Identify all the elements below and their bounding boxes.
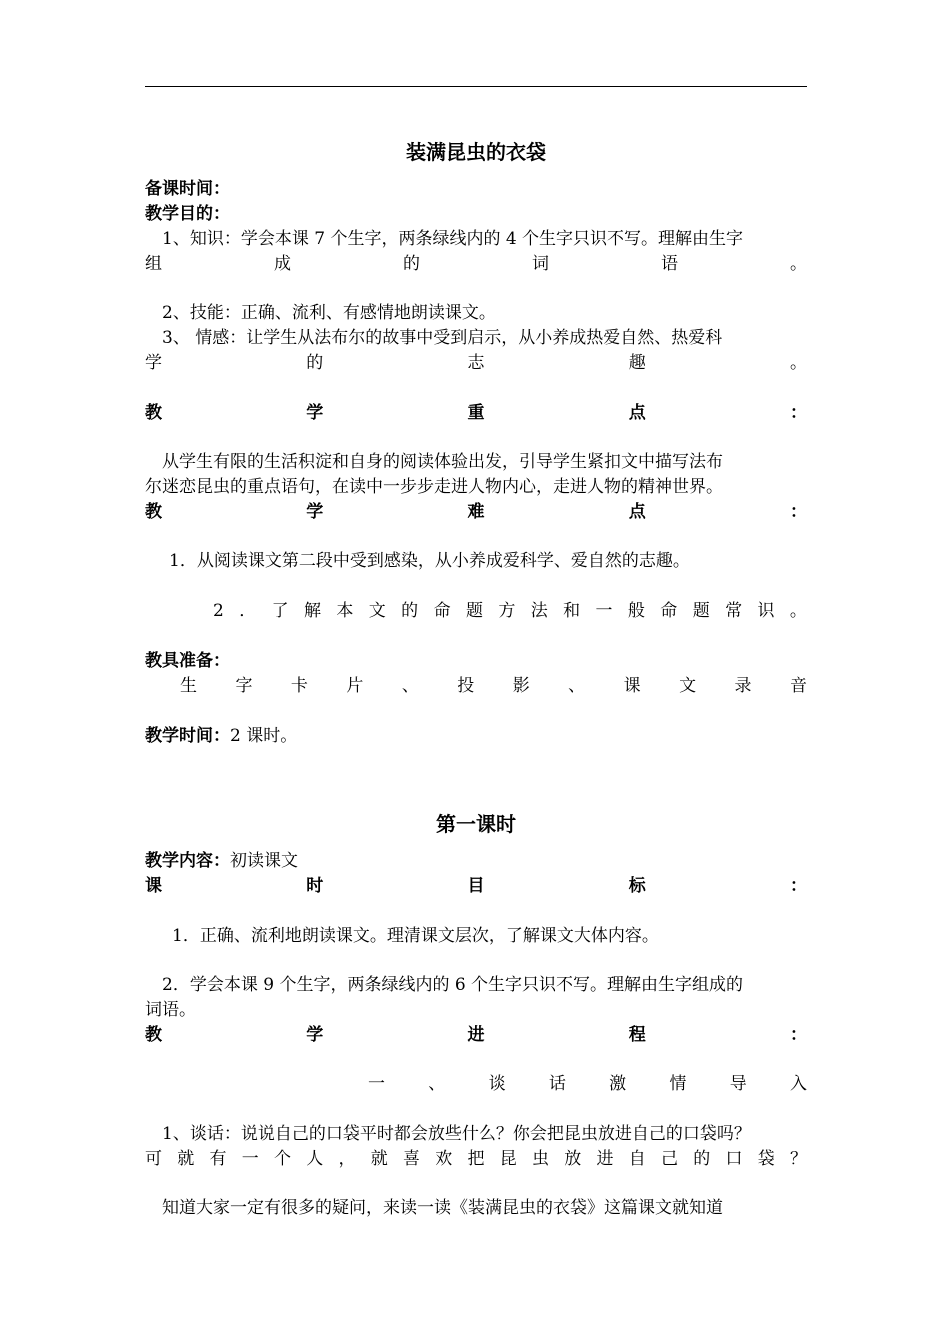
char: 就 (370, 1149, 388, 1169)
difficult-points-label (145, 500, 807, 524)
char: 字 (235, 676, 253, 696)
char: 人 (306, 1149, 324, 1169)
char: 时 (306, 876, 324, 896)
char: 。 (789, 601, 807, 621)
char: 口 (725, 1149, 743, 1169)
char: 本 (336, 601, 354, 621)
tools-list (180, 674, 807, 698)
tools-label: 教具准备： (145, 651, 230, 671)
char: 进 (467, 1025, 485, 1045)
prep-time-label: 备课时间： (145, 179, 230, 199)
char: ， (338, 1149, 356, 1169)
objective-3-line-b (145, 351, 807, 375)
char: 学 (145, 353, 162, 373)
talk-line-b (145, 1147, 807, 1171)
char: 欢 (435, 1149, 453, 1169)
talk-line-a: 1、谈话：说说自己的口袋平时都会放些什么？你会把昆虫放进自己的口袋吗？ (162, 1124, 751, 1144)
char: 话 (548, 1074, 566, 1094)
char: 教 (145, 403, 162, 423)
char: 己 (661, 1149, 678, 1169)
char: 喜 (403, 1149, 420, 1169)
char: 教 (145, 1025, 162, 1045)
char: 谈 (488, 1074, 506, 1094)
char: 解 (304, 601, 321, 621)
char: 。 (790, 254, 807, 274)
teaching-time-label: 教学时间： (145, 726, 230, 746)
lesson-goal-1: 1．正确、流利地朗读课文。理清课文层次，了解课文大体内容。 (172, 926, 659, 946)
char: 个 (274, 1149, 291, 1169)
lesson-goal-2-line-b: 词语。 (145, 1000, 196, 1020)
char: 学 (306, 502, 324, 522)
char: 导 (729, 1074, 747, 1094)
char: 语 (661, 254, 678, 274)
header-rule (145, 86, 807, 87)
char: 、 (568, 676, 586, 696)
char: 常 (725, 601, 743, 621)
char: 录 (734, 676, 752, 696)
char: ． (239, 601, 257, 621)
char: 入 (789, 1074, 807, 1094)
char: 了 (271, 601, 289, 621)
difficult-point-2 (213, 599, 807, 623)
char: 激 (609, 1074, 627, 1094)
key-points-line-a: 从学生有限的生活积淀和自身的阅读体验出发，引导学生紧扣文中描写法布 (162, 452, 723, 472)
char: 目 (467, 876, 485, 896)
char: 趣 (628, 353, 646, 373)
char: 法 (530, 601, 548, 621)
step-1-heading (368, 1072, 807, 1096)
char: ？ (790, 1149, 807, 1169)
char: 音 (789, 676, 807, 696)
document-title: 装满昆虫的衣袋 (406, 140, 546, 164)
char: 把 (467, 1149, 485, 1169)
char: 的 (403, 254, 420, 274)
char: 题 (692, 601, 710, 621)
char: 和 (563, 601, 581, 621)
char: 课 (145, 876, 162, 896)
char: 卡 (290, 676, 308, 696)
char: 教 (145, 502, 162, 522)
char: 可 (145, 1149, 162, 1169)
char: 题 (465, 601, 483, 621)
char: 课 (623, 676, 641, 696)
teaching-time-value: 2 课时。 (230, 726, 298, 746)
char: 放 (564, 1149, 582, 1169)
char: 一 (368, 1074, 385, 1094)
char: 一 (595, 601, 613, 621)
char: 有 (209, 1149, 227, 1169)
char: 、 (428, 1074, 446, 1094)
char: ： (790, 502, 807, 522)
teaching-content-value: 初读课文 (230, 851, 298, 871)
char: ： (790, 1025, 807, 1045)
char: 。 (790, 353, 807, 373)
char: 组 (145, 254, 162, 274)
char: 志 (467, 353, 485, 373)
objective-1-line-b (145, 252, 807, 276)
objectives-label: 教学目的： (145, 204, 230, 224)
char: 难 (467, 502, 485, 522)
char: 文 (679, 676, 697, 696)
char: 重 (467, 403, 485, 423)
char: 2 (213, 601, 224, 621)
key-points-label (145, 401, 807, 425)
char: 生 (180, 676, 197, 696)
char: 一 (241, 1149, 259, 1169)
lesson-1-title: 第一课时 (436, 812, 516, 836)
char: 的 (306, 353, 324, 373)
teaching-process-label (145, 1023, 807, 1047)
char: 、 (401, 676, 419, 696)
char: 就 (177, 1149, 195, 1169)
char: 投 (457, 676, 475, 696)
char: 片 (346, 676, 364, 696)
char: 般 (627, 601, 645, 621)
char: 文 (368, 601, 386, 621)
char: 标 (628, 876, 646, 896)
char: ： (790, 876, 807, 896)
char: 学 (306, 1025, 324, 1045)
char: 识 (757, 601, 775, 621)
char: 成 (274, 254, 291, 274)
closing-line: 知道大家一定有很多的疑问，来读一读《装满昆虫的衣袋》这篇课文就知道 (162, 1198, 723, 1218)
char: 虫 (532, 1149, 549, 1169)
key-points-line-b: 尔迷恋昆虫的重点语句，在读中一步步走进人物内心，走进人物的精神世界。 (145, 477, 723, 497)
difficult-point-1: 1．从阅读课文第二段中受到感染，从小养成爱科学、爱自然的志趣。 (169, 551, 690, 571)
char: 昆 (499, 1149, 517, 1169)
char: 学 (306, 403, 324, 423)
char: 袋 (757, 1149, 775, 1169)
char: 进 (596, 1149, 614, 1169)
char: 点 (628, 502, 646, 522)
char: ： (790, 403, 807, 423)
char: 影 (512, 676, 530, 696)
lesson-goals-label (145, 874, 807, 898)
char: 词 (532, 254, 549, 274)
teaching-content (145, 849, 807, 873)
char: 的 (401, 601, 419, 621)
char: 情 (669, 1074, 687, 1094)
char: 的 (693, 1149, 711, 1169)
char: 方 (498, 601, 516, 621)
char: 命 (433, 601, 451, 621)
char: 点 (628, 403, 646, 423)
teaching-time (145, 724, 807, 748)
char: 自 (628, 1149, 646, 1169)
objective-1-line-a: 1、知识：学会本课 7 个生字，两条绿线内的 4 个生字只识不写。理解由生字 (162, 229, 744, 249)
objective-3-line-a: 3、 情感：让学生从法布尔的故事中受到启示，从小养成热爱自然、热爱科 (162, 328, 723, 348)
lesson-goal-2-line-a: 2．学会本课 9 个生字，两条绿线内的 6 个生字只识不写。理解由生字组成的 (162, 975, 744, 995)
teaching-content-label: 教学内容： (145, 851, 230, 871)
char: 命 (660, 601, 678, 621)
char: 程 (628, 1025, 646, 1045)
objective-2: 2、技能：正确、流利、有感情地朗读课文。 (162, 303, 496, 323)
